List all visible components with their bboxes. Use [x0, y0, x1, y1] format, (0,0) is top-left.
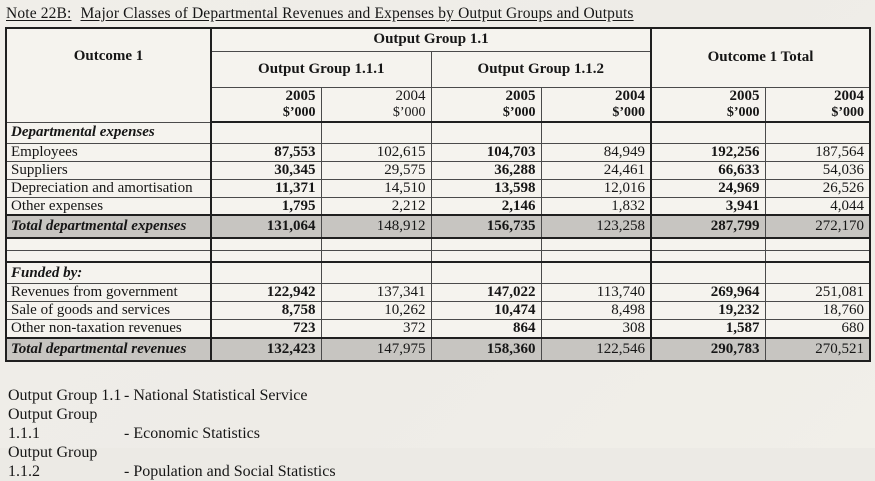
value-cell: 113,740 [541, 283, 651, 301]
footnote-output-group-1-1 [8, 386, 336, 405]
value-cell: 12,016 [541, 179, 651, 197]
value-cell: 8,758 [211, 301, 321, 319]
output-group-footnotes [8, 386, 336, 481]
value-cell: 147,022 [431, 283, 541, 301]
footnote-output-group-1-1-2 [8, 443, 336, 481]
footnote-group-desc: - Economic Statistics [124, 425, 260, 442]
table-row-employees [6, 143, 870, 161]
table-row-other-expenses [6, 197, 870, 215]
value-cell: 122,942 [211, 283, 321, 301]
value-cell: 1,832 [541, 197, 651, 215]
row-label [6, 250, 211, 262]
value-cell: 4,044 [765, 197, 870, 215]
col-header-year-0-2005 [211, 87, 321, 122]
year-label: 2004 [615, 88, 645, 105]
footnote-group-desc: - Population and Social Statistics [124, 463, 336, 480]
value-cell: 270,521 [765, 338, 870, 361]
header-row-group [6, 28, 870, 51]
value-cell [431, 262, 541, 283]
table-row-blank [6, 238, 870, 250]
value-cell [211, 238, 321, 250]
row-label: Suppliers [6, 161, 211, 179]
unit-label: $’000 [612, 104, 645, 120]
value-cell: 36,288 [431, 161, 541, 179]
row-label: Funded by: [6, 262, 211, 283]
value-cell [541, 262, 651, 283]
table-row-other-non-taxation-revenues [6, 319, 870, 337]
revenues-expenses-table [5, 27, 871, 362]
value-cell: 24,969 [651, 179, 765, 197]
col-header-output-group-1-1-2: Output Group 1.1.2 [431, 51, 651, 87]
value-cell: 14,510 [321, 179, 431, 197]
value-cell [765, 238, 870, 250]
row-label: Revenues from government [6, 283, 211, 301]
value-cell [541, 238, 651, 250]
value-cell: 251,081 [765, 283, 870, 301]
value-cell: 1,587 [651, 319, 765, 337]
value-cell [211, 122, 321, 143]
year-label: 2005 [505, 88, 536, 105]
col-header-outcome-1: Outcome 1 [6, 28, 211, 122]
value-cell: 3,941 [651, 197, 765, 215]
col-header-year-3-2004 [541, 87, 651, 122]
col-header-outcome-1-total: Outcome 1 Total [651, 28, 870, 87]
row-label: Sale of goods and services [6, 301, 211, 319]
value-cell: 192,256 [651, 143, 765, 161]
table-body [6, 122, 870, 361]
footnote-output-group-1-1-1 [8, 405, 336, 443]
value-cell: 24,461 [541, 161, 651, 179]
value-cell: 290,783 [651, 338, 765, 361]
value-cell: 19,232 [651, 301, 765, 319]
value-cell: 10,262 [321, 301, 431, 319]
table-row-funded-by [6, 262, 870, 283]
table-row-depreciation-and-amortisation [6, 179, 870, 197]
value-cell: 1,795 [211, 197, 321, 215]
table-header [6, 28, 870, 122]
table-row-revenues-from-government [6, 283, 870, 301]
row-label: Departmental expenses [6, 122, 211, 143]
value-cell [651, 122, 765, 143]
value-cell: 18,760 [765, 301, 870, 319]
value-cell: 26,526 [765, 179, 870, 197]
table-row-suppliers [6, 161, 870, 179]
value-cell: 158,360 [431, 338, 541, 361]
unit-label: $’000 [282, 104, 316, 120]
value-cell [321, 238, 431, 250]
footnote-group-desc: - National Statistical Service [124, 387, 308, 404]
value-cell: 132,423 [211, 338, 321, 361]
value-cell [651, 238, 765, 250]
value-cell: 137,341 [321, 283, 431, 301]
value-cell: 187,564 [765, 143, 870, 161]
note-title [6, 5, 634, 23]
value-cell: 156,735 [431, 215, 541, 238]
value-cell: 148,912 [321, 215, 431, 238]
value-cell [321, 250, 431, 262]
value-cell: 66,633 [651, 161, 765, 179]
value-cell: 2,212 [321, 197, 431, 215]
row-label [6, 238, 211, 250]
row-label: Other non-taxation revenues [6, 319, 211, 337]
year-label: 2005 [729, 88, 760, 105]
value-cell [651, 250, 765, 262]
note-title-main: Major Classes of Departmental Revenues and Expenses by Output Groups and Outputs [80, 5, 634, 22]
value-cell: 2,146 [431, 197, 541, 215]
value-cell: 122,546 [541, 338, 651, 361]
value-cell: 8,498 [541, 301, 651, 319]
row-label: Other expenses [6, 197, 211, 215]
value-cell [211, 262, 321, 283]
value-cell: 680 [765, 319, 870, 337]
value-cell [765, 250, 870, 262]
value-cell [765, 262, 870, 283]
col-header-year-2-2005 [431, 87, 541, 122]
col-header-year-4-2005 [651, 87, 765, 122]
value-cell: 372 [321, 319, 431, 337]
year-label: 2005 [285, 88, 316, 105]
value-cell [321, 122, 431, 143]
year-label: 2004 [395, 88, 426, 105]
table-row-total-departmental-revenues [6, 338, 870, 361]
table-row-sale-of-goods-and-services [6, 301, 870, 319]
col-header-output-group-1-1-1: Output Group 1.1.1 [211, 51, 431, 87]
footnote-group-label: Output Group 1.1 [8, 387, 122, 404]
value-cell: 287,799 [651, 215, 765, 238]
year-label: 2004 [834, 88, 864, 105]
table-row-departmental-expenses [6, 122, 870, 143]
col-header-output-group-1-1: Output Group 1.1 [211, 28, 651, 51]
value-cell: 864 [431, 319, 541, 337]
value-cell: 10,474 [431, 301, 541, 319]
col-header-year-1-2004 [321, 87, 431, 122]
row-label: Total departmental revenues [6, 338, 211, 361]
value-cell [651, 262, 765, 283]
value-cell: 131,064 [211, 215, 321, 238]
value-cell [211, 250, 321, 262]
value-cell: 123,258 [541, 215, 651, 238]
value-cell: 84,949 [541, 143, 651, 161]
value-cell: 308 [541, 319, 651, 337]
col-header-year-5-2004 [765, 87, 870, 122]
row-label: Depreciation and amortisation [6, 179, 211, 197]
value-cell: 104,703 [431, 143, 541, 161]
value-cell: 13,598 [431, 179, 541, 197]
value-cell: 272,170 [765, 215, 870, 238]
value-cell: 87,553 [211, 143, 321, 161]
note-title-prefix: Note 22B: [6, 5, 72, 22]
unit-label: $’000 [502, 104, 536, 120]
value-cell [321, 262, 431, 283]
row-label: Total departmental expenses [6, 215, 211, 238]
table-row-blank [6, 250, 870, 262]
value-cell: 102,615 [321, 143, 431, 161]
value-cell: 11,371 [211, 179, 321, 197]
unit-label: $’000 [726, 104, 760, 120]
value-cell: 54,036 [765, 161, 870, 179]
unit-label: $’000 [831, 104, 864, 120]
unit-label: $’000 [392, 104, 426, 120]
value-cell [431, 250, 541, 262]
value-cell: 30,345 [211, 161, 321, 179]
value-cell [541, 122, 651, 143]
value-cell: 147,975 [321, 338, 431, 361]
footnote-group-label: Output Group 1.1.2 [8, 444, 98, 480]
footnote-group-label: Output Group 1.1.1 [8, 406, 98, 442]
value-cell: 269,964 [651, 283, 765, 301]
table-row-total-departmental-expenses [6, 215, 870, 238]
value-cell: 29,575 [321, 161, 431, 179]
value-cell [431, 122, 541, 143]
value-cell [765, 122, 870, 143]
value-cell [541, 250, 651, 262]
row-label: Employees [6, 143, 211, 161]
value-cell: 723 [211, 319, 321, 337]
value-cell [431, 238, 541, 250]
